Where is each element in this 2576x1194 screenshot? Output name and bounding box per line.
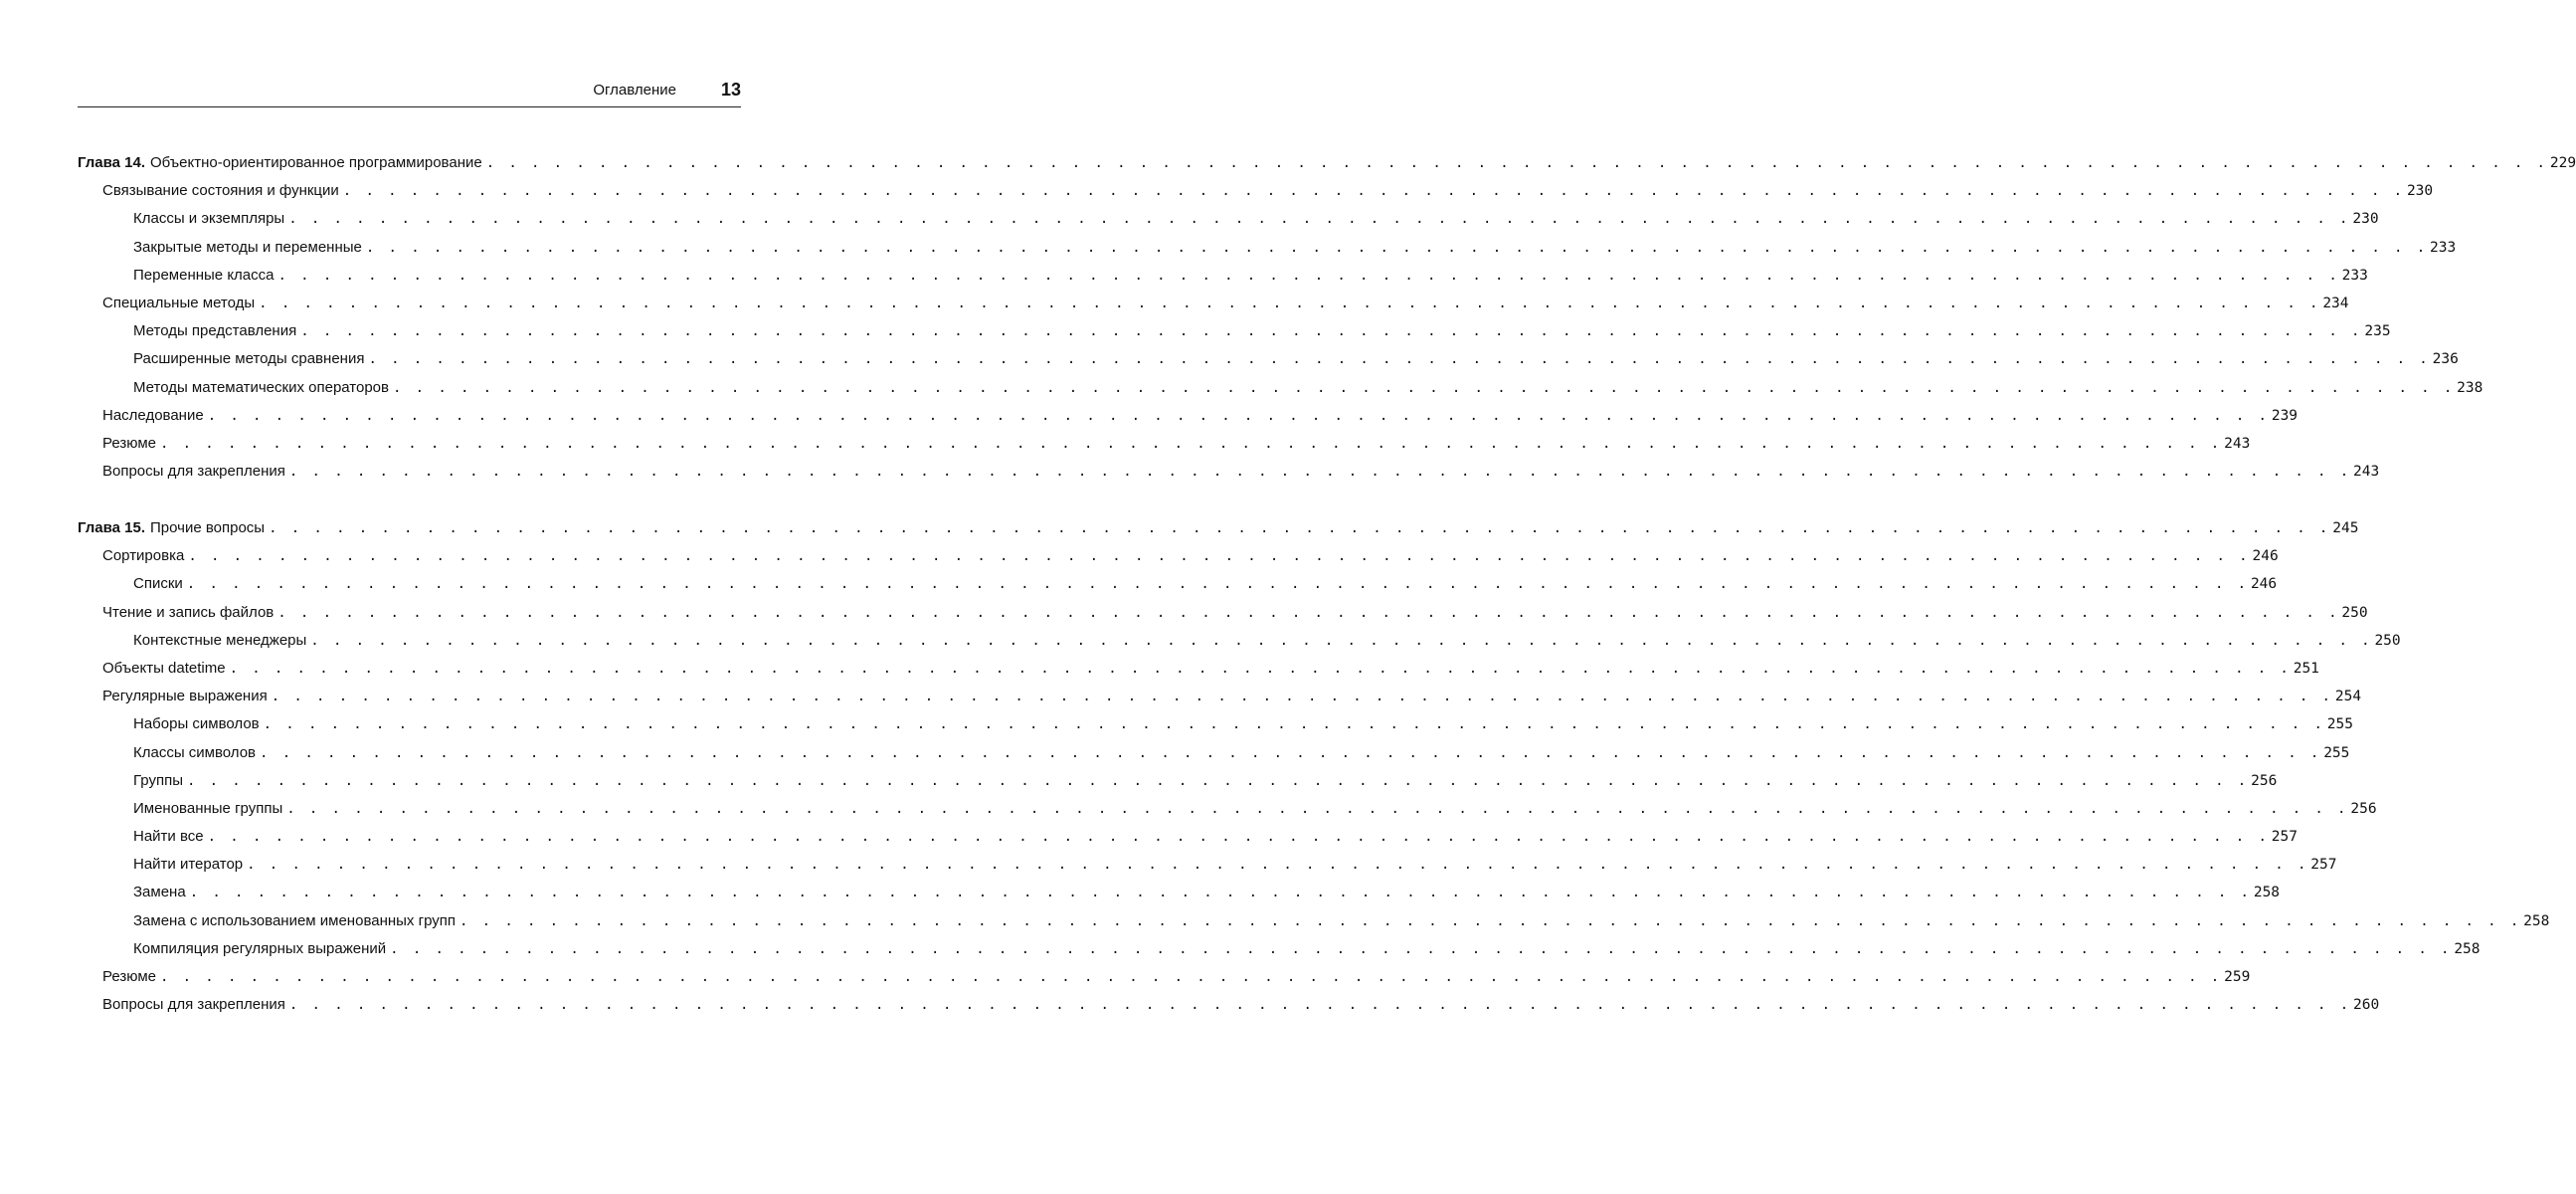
toc-entry [78, 234, 2457, 262]
dot-leader: . . . . . . . . . . . . . . . . . . . . . . . . . . . . . . . . . . . . . . . . . . . . . . . . . . . . . . . . . . . . . . . . . . . . . . . . . . . . . . . . . . . . . . . . . . . . [159, 435, 2223, 452]
entry-title: Компиляция регулярных выражений [133, 939, 387, 957]
toc-entry [78, 907, 2550, 935]
dot-leader: . . . . . . . . . . . . . . . . . . . . . . . . . . . . . . . . . . . . . . . . . . . . . . . . . . . . . . . . . . . . . . . . . . . . . . . . . . . . . . . . . . . . . . . . . . . . [188, 548, 2251, 565]
entry-title: Найти все [133, 828, 204, 846]
toc-entry [78, 991, 2380, 1019]
dot-leader: . . . . . . . . . . . . . . . . . . . . . . . . . . . . . . . . . . . . . . . . . . . . . . . . . . . . . . . . . . . . . . . . . . . . . . . . . . . . . . . . . . . . . . . . . . . . [259, 295, 2321, 311]
entry-page-number: 257 [2310, 857, 2337, 874]
dot-leader: . . . . . . . . . . . . . . . . . . . . . . . . . . . . . . . . . . . . . . . . . . . . . . . . . . . . . . . . . . . . . . . . . . . . . . . . . . . . . . . . . . . . . . . . . . . . [186, 772, 2250, 789]
entry-page-number: 255 [2326, 716, 2353, 733]
toc-entry [78, 851, 2337, 879]
running-header [78, 78, 741, 107]
dot-leader: . . . . . . . . . . . . . . . . . . . . . . . . . . . . . . . . . . . . . . . . . . . . . . . . . . . . . . . . . . . . . . . . . . . . . . . . . . . . . . . . . . . . . . . . . . . . [277, 267, 2340, 284]
entry-page-number: 259 [2224, 969, 2251, 985]
entry-page-number: 235 [2364, 323, 2391, 340]
dot-leader: . . . . . . . . . . . . . . . . . . . . . . . . . . . . . . . . . . . . . . . . . . . . . . . . . . . . . . . . . . . . . . . . . . . . . . . . . . . . . . . . . . . . . . . . . . . . [288, 464, 2352, 481]
running-header-title: Оглавление [593, 82, 676, 99]
toc-entry [78, 710, 2353, 738]
toc-entry [78, 627, 2401, 655]
entry-title: Регулярные выражения [102, 688, 268, 705]
toc-entry [78, 374, 2484, 402]
entry-page-number: 238 [2457, 379, 2484, 396]
dot-leader: . . . . . . . . . . . . . . . . . . . . . . . . . . . . . . . . . . . . . . . . . . . . . . . . . . . . . . . . . . . . . . . . . . . . . . . . . . . . . . . . . . . . . . . . . . . . [460, 912, 2522, 929]
toc-entry [78, 542, 2279, 570]
dot-leader: . . . . . . . . . . . . . . . . . . . . . . . . . . . . . . . . . . . . . . . . . . . . . . . . . . . . . . . . . . . . . . . . . . . . . . . . . . . . . . . . . . . . . . . . . . . . [390, 940, 2453, 957]
dot-leader: . . . . . . . . . . . . . . . . . . . . . . . . . . . . . . . . . . . . . . . . . . . . . . . . . . . . . . . . . . . . . . . . . . . . . . . . . . . . . . . . . . . . . . . . . . . . [310, 632, 2373, 649]
dot-leader: . . . . . . . . . . . . . . . . . . . . . . . . . . . . . . . . . . . . . . . . . . . . . . . . . . . . . . . . . . . . . . . . . . . . . . . . . . . . . . . . . . . . . . . . . . . . [393, 379, 2456, 396]
entry-title: Связывание состояния и функции [102, 182, 339, 200]
entry-page-number: 246 [2252, 548, 2279, 565]
toc-entry [78, 823, 2298, 851]
entry-page-number: 230 [2352, 211, 2379, 228]
dot-leader: . . . . . . . . . . . . . . . . . . . . . . . . . . . . . . . . . . . . . . . . . . . . . . . . . . . . . . . . . . . . . . . . . . . . . . . . . . . . . . . . . . . . . . . . . . . . [288, 997, 2352, 1014]
entry-title: Наследование [102, 406, 204, 424]
toc-entry [78, 963, 2251, 991]
entry-page-number: 243 [2224, 435, 2251, 452]
entry-page-number: 246 [2250, 576, 2278, 593]
entry-page-number: 234 [2322, 295, 2349, 311]
entry-page-number: 260 [2353, 997, 2380, 1014]
entry-title: Сортировка [102, 547, 185, 565]
entry-title: Наборы символов [133, 715, 260, 733]
toc-entry [78, 599, 2368, 627]
dot-leader: . . . . . . . . . . . . . . . . . . . . . . . . . . . . . . . . . . . . . . . . . . . . . . . . . . . . . . . . . . . . . . . . . . . . . . . . . . . . . . . . . . . . . . . . . . . . [277, 604, 2340, 621]
toc-entry [78, 317, 2391, 345]
toc-entry [78, 767, 2278, 795]
entry-title: Замена с использованием именованных групп [133, 911, 456, 929]
toc-entry [78, 655, 2319, 683]
entry-title: Переменные класса [133, 266, 275, 284]
toc-entry [78, 205, 2379, 233]
page-number: 13 [720, 80, 741, 100]
entry-title: Классы и экземпляры [133, 210, 285, 228]
dot-leader: . . . . . . . . . . . . . . . . . . . . . . . . . . . . . . . . . . . . . . . . . . . . . . . . . . . . . . . . . . . . . . . . . . . . . . . . . . . . . . . . . . . . . . . . . . . . [263, 716, 2325, 733]
dot-leader: . . . . . . . . . . . . . . . . . . . . . . . . . . . . . . . . . . . . . . . . . . . . . . . . . . . . . . . . . . . . . . . . . . . . . . . . . . . . . . . . . . . . . . . . . . . . [159, 969, 2223, 985]
dot-leader: . . . . . . . . . . . . . . . . . . . . . . . . . . . . . . . . . . . . . . . . . . . . . . . . . . . . . . . . . . . . . . . . . . . . . . . . . . . . . . . . . . . . . . . . . . . . [342, 183, 2405, 200]
entry-page-number: 233 [2341, 267, 2368, 284]
dot-leader: . . . . . . . . . . . . . . . . . . . . . . . . . . . . . . . . . . . . . . . . . . . . . . . . . . . . . . . . . . . . . . . . . . . . . . . . . . . . . . . . . . . . . . . . . . . . [365, 239, 2429, 256]
entry-page-number: 258 [2523, 912, 2550, 929]
entry-title: Именованные группы [133, 799, 283, 817]
entry-title: Чтение и запись файлов [102, 603, 275, 621]
entry-page-number: 245 [2332, 520, 2359, 536]
entry-page-number: 254 [2334, 689, 2362, 705]
dot-leader: . . . . . . . . . . . . . . . . . . . . . . . . . . . . . . . . . . . . . . . . . . . . . . . . . . . . . . . . . . . . . . . . . . . . . . . . . . . . . . . . . . . . . . . . . . . . [207, 407, 2270, 424]
chapter-title: Объектно-ориентированное программирование [150, 154, 482, 171]
entry-page-number: 250 [2341, 604, 2368, 621]
dot-leader: . . . . . . . . . . . . . . . . . . . . . . . . . . . . . . . . . . . . . . . . . . . . . . . . . . . . . . . . . . . . . . . . . . . . . . . . . . . . . . . . . . . . . . . . . . . . [286, 800, 2349, 817]
entry-page-number: 239 [2271, 407, 2299, 424]
dot-leader: . . . . . . . . . . . . . . . . . . . . . . . . . . . . . . . . . . . . . . . . . . . . . . . . . . . . . . . . . . . . . . . . . . . . . . . . . . . . . . . . . . . . . . . . . . . . [288, 211, 2351, 228]
entry-title: Группы [133, 771, 183, 789]
entry-page-number: 230 [2406, 183, 2434, 200]
entry-title: Резюме [102, 434, 156, 452]
dot-leader: . . . . . . . . . . . . . . . . . . . . . . . . . . . . . . . . . . . . . . . . . . . . . . . . . . . . . . . . . . . . . . . . . . . . . . . . . . . . . . . . . . . . . . . . . . . . [271, 689, 2333, 705]
toc-entry [78, 262, 2368, 290]
dot-leader: . . . . . . . . . . . . . . . . . . . . . . . . . . . . . . . . . . . . . . . . . . . . . . . . . . . . . . . . . . . . . . . . . . . . . . . . . . . . . . . . . . . . . . . . . . . . [189, 885, 2252, 901]
entry-title: Классы символов [133, 743, 257, 761]
chapter-heading [78, 149, 2576, 177]
toc-entry [78, 430, 2251, 458]
chapter-title: Прочие вопросы [150, 519, 266, 536]
toc-entry [78, 683, 2362, 710]
dot-leader: . . . . . . . . . . . . . . . . . . . . . . . . . . . . . . . . . . . . . . . . . . . . . . . . . . . . . . . . . . . . . . . . . . . . . . . . . . . . . . . . . . . . . . . . . . . . [247, 857, 2309, 874]
dot-leader: . . . . . . . . . . . . . . . . . . . . . . . . . . . . . . . . . . . . . . . . . . . . . . . . . . . . . . . . . . . . . . . . . . . . . . . . . . . . . . . . . . . . . . . . . . . . [186, 576, 2249, 593]
toc-entry [78, 570, 2278, 598]
toc-entry [78, 795, 2377, 823]
entry-page-number: 256 [2251, 772, 2278, 789]
dot-leader: . . . . . . . . . . . . . . . . . . . . . . . . . . . . . . . . . . . . . . . . . . . . . . . . . . . . . . . . . . . . . . . . . . . . . . . . . . . . . . . . . . . . . . . . . . . . [260, 744, 2322, 761]
toc-entry [78, 879, 2281, 906]
chapter-14 [78, 149, 2576, 486]
entry-title: Расширенные методы сравнения [133, 350, 365, 368]
entry-page-number: 258 [2253, 885, 2281, 901]
entry-page-number: 229 [2549, 155, 2576, 171]
entry-page-number: 257 [2271, 829, 2298, 846]
dot-leader: . . . . . . . . . . . . . . . . . . . . . . . . . . . . . . . . . . . . . . . . . . . . . . . . . . . . . . . . . . . . . . . . . . . . . . . . . . . . . . . . . . . . . . . . . . . . [207, 829, 2270, 846]
entry-page-number: 236 [2432, 351, 2459, 368]
chapter-15 [78, 514, 2550, 1019]
entry-title: Замена [133, 884, 186, 901]
chapter-heading [78, 514, 2359, 542]
toc-entry [78, 290, 2349, 317]
dot-leader: . . . . . . . . . . . . . . . . . . . . . . . . . . . . . . . . . . . . . . . . . . . . . . . . . . . . . . . . . . . . . . . . . . . . . . . . . . . . . . . . . . . . . . . . . . . . [368, 351, 2431, 368]
entry-title: Закрытые методы и переменные [133, 238, 362, 256]
entry-title: Резюме [102, 968, 156, 985]
toc-entry [78, 739, 2350, 767]
toc-entry [78, 177, 2434, 205]
entry-page-number: 233 [2430, 239, 2457, 256]
entry-title: Контекстные менеджеры [133, 631, 307, 649]
entry-title: Специальные методы [102, 294, 256, 311]
dot-leader: . . . . . . . . . . . . . . . . . . . . . . . . . . . . . . . . . . . . . . . . . . . . . . . . . . . . . . . . . . . . . . . . . . . . . . . . . . . . . . . . . . . . . . . . . . . . [229, 660, 2292, 677]
entry-page-number: 243 [2353, 464, 2380, 481]
toc-entry [78, 935, 2481, 963]
toc-entry [78, 458, 2380, 486]
chapter-number: Глава 15. [78, 519, 146, 536]
dot-leader: . . . . . . . . . . . . . . . . . . . . . . . . . . . . . . . . . . . . . . . . . . . . . . . . . . . . . . . . . . . . . . . . . . . . . . . . . . . . . . . . . . . . . . . . . . . . [485, 155, 2548, 171]
toc-entry [78, 402, 2299, 430]
entry-page-number: 251 [2293, 660, 2319, 677]
entry-title: Методы математических операторов [133, 378, 389, 396]
toc-entry [78, 345, 2459, 373]
entry-page-number: 255 [2323, 744, 2350, 761]
dot-leader: . . . . . . . . . . . . . . . . . . . . . . . . . . . . . . . . . . . . . . . . . . . . . . . . . . . . . . . . . . . . . . . . . . . . . . . . . . . . . . . . . . . . . . . . . . . . [300, 323, 2363, 340]
entry-page-number: 250 [2374, 632, 2401, 649]
entry-page-number: 258 [2454, 940, 2481, 957]
entry-title: Вопросы для закрепления [102, 463, 285, 481]
dot-leader: . . . . . . . . . . . . . . . . . . . . . . . . . . . . . . . . . . . . . . . . . . . . . . . . . . . . . . . . . . . . . . . . . . . . . . . . . . . . . . . . . . . . . . . . . . . . [269, 520, 2331, 536]
entry-title: Найти итератор [133, 856, 244, 874]
entry-title: Методы представления [133, 322, 297, 340]
entry-title: Вопросы для закрепления [102, 996, 285, 1014]
chapter-number: Глава 14. [78, 154, 146, 171]
entry-title: Объекты datetime [102, 659, 226, 677]
entry-title: Списки [133, 575, 183, 593]
entry-page-number: 256 [2350, 800, 2377, 817]
